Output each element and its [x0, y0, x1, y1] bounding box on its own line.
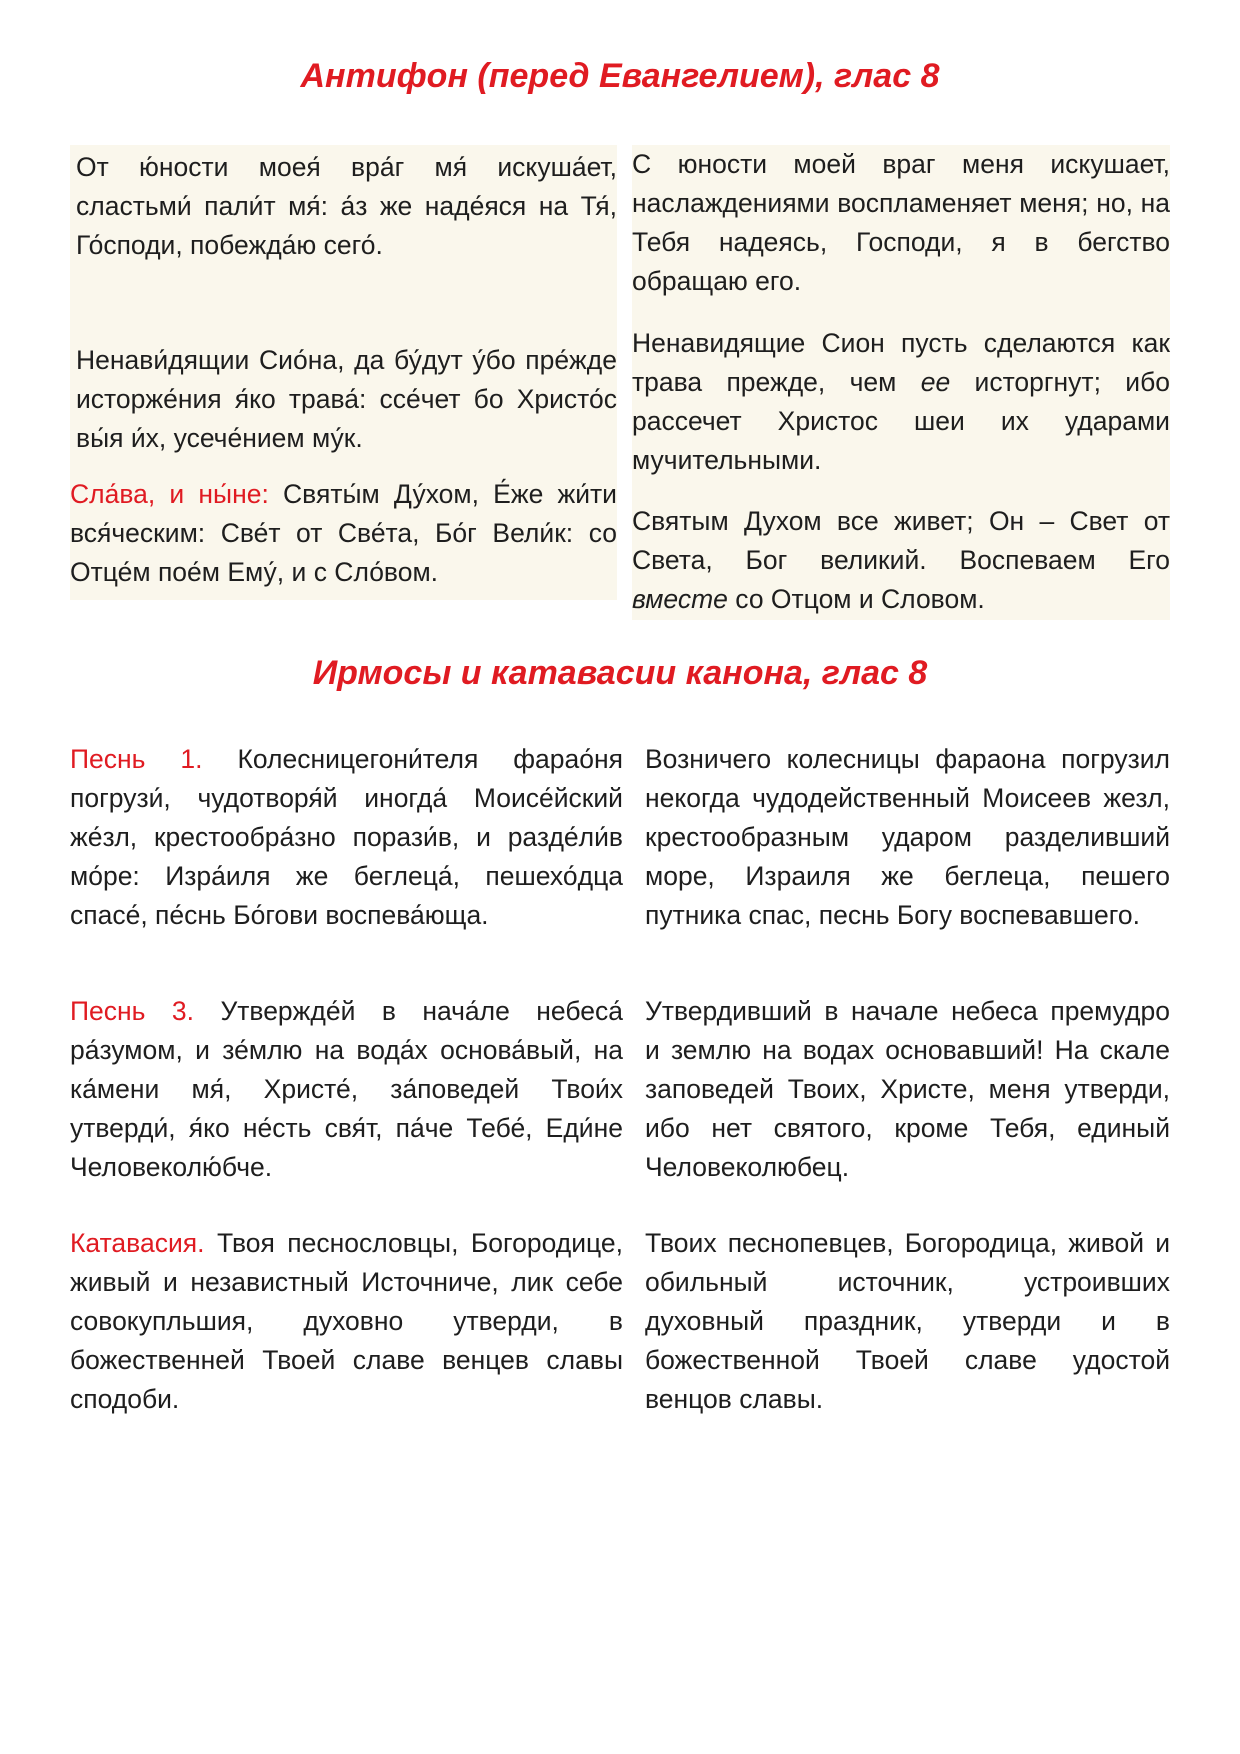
antiphon-verse-1-text: От ю́ности моея́ вра́г мя́ искуша́ет, сластьми́ пали́т мя́: а́з же наде́яся на Тя́, Го́споди, побежда́ю сего́.: [76, 152, 617, 260]
antiphon-translation-2-italic: ее: [920, 367, 951, 397]
antiphon-verse-2-text: Ненави́дящии Сио́на, да бу́дут у́бо пре́жде исторже́ния я́ко трава́: ссе́чет бо Христо́с вы́я и́х, усече́нием му́к.: [76, 345, 617, 453]
ode-3-russian-text: Утвердивший в начале небеса премудро и землю на водах основавший! На скале заповедей Твоих, Христе, меня утверди, ибо нет святого, кроме Тебя, единый Человеколюбец.: [645, 996, 1170, 1182]
antiphon-translation-1: [632, 145, 1170, 301]
antiphon-russian-column: [632, 145, 1170, 620]
ode-1-label: Песнь 1.: [70, 744, 203, 774]
antiphon-translation-3: [632, 502, 1170, 619]
antiphon-translation-3-text-a: Святым Духом все живет; Он – Свет от Света, Бог великий. Воспеваем Его: [632, 506, 1170, 575]
ode-3-label: Песнь 3.: [70, 996, 195, 1026]
ode-3-russian: [645, 992, 1170, 1187]
antiphon-translation-2-text-a: Ненавидящие Сион пусть сделаются как трава прежде, чем: [632, 328, 1170, 397]
katavasia-slavonic-text: Твоя песнословцы, Богородице, живый и независтный Источниче, лик себе совокупльшия, духовно утверди, в божественней Твоей славе венцев славы сподоби.: [70, 1228, 623, 1414]
antiphon-translation-2: [632, 324, 1170, 480]
ode-3-slavonic-text: Утвержде́й в нача́ле небеса́ ра́зумом, и зе́млю на вода́х основа́вый, на ка́мени мя́, Христе́, за́поведей Твои́х утверди́, я́ко не́сть свя́т, па́че Тебе́, Еди́не Человеколю́бче.: [70, 996, 623, 1182]
ode-1-slavonic: [70, 740, 623, 935]
antiphon-translation-3-italic: вместе: [632, 584, 728, 614]
antiphon-verse-1: [70, 148, 617, 265]
antiphon-translation-2-text-b: исторгнут; ибо рассечет Христос шеи их ударами мучительными.: [632, 367, 1170, 475]
section-title-antiphon: Антифон (перед Евангелием), глас 8: [300, 57, 940, 95]
antiphon-verse-2: [70, 341, 617, 458]
antiphon-church-slavonic-column: [70, 145, 617, 600]
antiphon-translation-3-text-b: со Отцом и Словом.: [727, 584, 985, 614]
antiphon-translation-1-text: С юности моей враг меня искушает, наслаждениями воспламеняет меня; но, на Тебя надеясь, Господи, я в бегство обращаю его.: [632, 149, 1170, 296]
katavasia-russian-text: Твоих песнопевцев, Богородица, живой и обильный источник, устроивших духовный праздник, утверди и в божественной Твоей славе удостой венцов славы.: [645, 1228, 1170, 1414]
doxology-label: Сла́ва, и ны́не:: [70, 479, 269, 509]
katavasia-slavonic: [70, 1224, 623, 1419]
section-title-irmosy: Ирмосы и катавасии канона, глас 8: [312, 654, 928, 692]
katavasia-label: Катавасия.: [70, 1228, 205, 1258]
katavasia-russian: [645, 1224, 1170, 1419]
ode-1-slavonic-text: Колесницегони́теля фарао́ня погрузи́, чудотворя́й иногда́ Моисе́йский же́зл, крестообра́зно порази́в, и разде́ли́в мо́ре: Изра́иля же беглеца́, пешехо́дца спасе́, пе́снь Бо́гови воспева́юща.: [70, 744, 623, 930]
doxology-text: Святы́м Ду́хом, Е́же жи́ти вся́ческим: Све́т от Све́та, Бо́г Вели́к: со Отце́м пое́м Ему́, и с Сло́вом.: [70, 479, 617, 587]
ode-1-russian-text: Возничего колесницы фараона погрузил некогда чудодейственный Моисеев жезл, крестообразным ударом разделивший море, Израиля же беглеца, пешего путника спас, песнь Богу воспевавшего.: [645, 744, 1170, 930]
ode-1-russian: [645, 740, 1170, 935]
antiphon-doxology: [70, 475, 617, 592]
ode-3-slavonic: [70, 992, 623, 1187]
